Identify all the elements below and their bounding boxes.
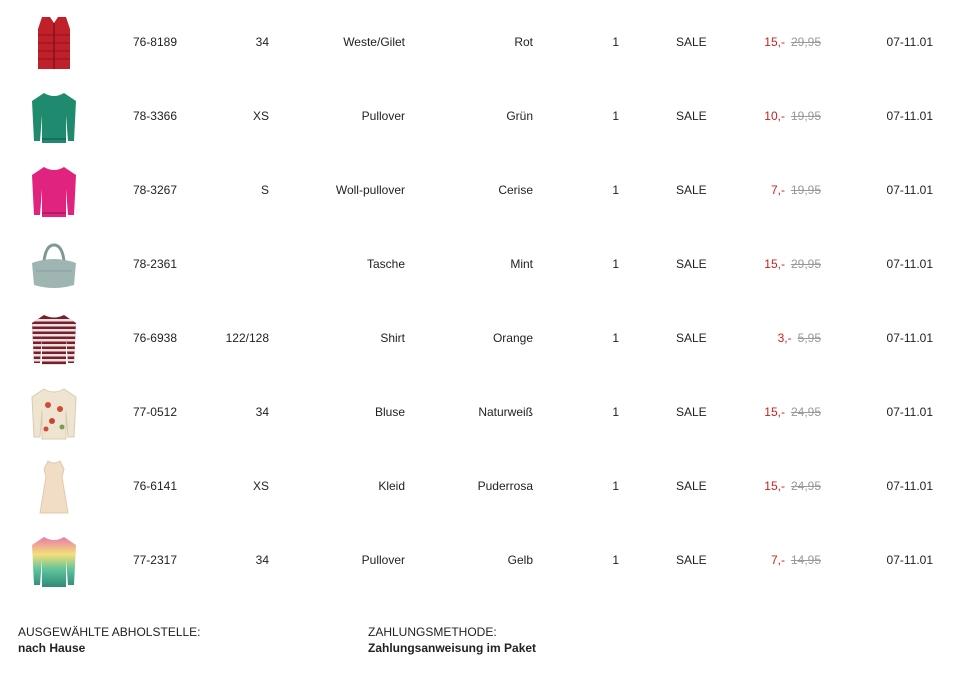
status-badge: SALE <box>676 257 707 271</box>
price <box>771 182 821 198</box>
status-badge: SALE <box>676 109 707 123</box>
status-badge: SALE <box>676 479 707 493</box>
original-price: 29,95 <box>790 35 821 49</box>
price <box>764 108 821 124</box>
table-row <box>0 524 962 598</box>
article-number: 76-6938 <box>132 331 177 345</box>
order-date: 07-11.01 <box>886 109 933 123</box>
product-color: Puderrosa <box>477 479 533 493</box>
order-date: 07-11.01 <box>886 257 933 271</box>
sale-price: 15,- <box>764 35 785 49</box>
table-row <box>0 376 962 450</box>
payment-value: Zahlungsanweisung im Paket <box>368 641 537 655</box>
price <box>771 552 821 568</box>
original-price: 5,95 <box>797 331 821 345</box>
size: 34 <box>255 553 269 567</box>
size: 122/128 <box>225 331 269 345</box>
product-color: Gelb <box>507 553 533 567</box>
article-number: 76-8189 <box>132 35 177 49</box>
table-row <box>0 6 962 80</box>
product-color: Orange <box>492 331 533 345</box>
table-row <box>0 302 962 376</box>
order-date: 07-11.01 <box>886 405 933 419</box>
article-number: 78-3267 <box>132 183 177 197</box>
pickup-value: nach Hause <box>18 641 86 655</box>
pickup-label: AUSGEWÄHLTE ABHOLSTELLE: <box>18 625 201 639</box>
pickup-section <box>18 624 201 656</box>
order-date: 07-11.01 <box>886 183 933 197</box>
product-description: Bluse <box>374 405 405 419</box>
sale-price: 15,- <box>764 405 785 419</box>
original-price: 24,95 <box>790 405 821 419</box>
order-date: 07-11.01 <box>886 331 933 345</box>
status-badge: SALE <box>676 331 707 345</box>
sale-price: 7,- <box>770 183 785 197</box>
quantity: 1 <box>612 35 619 49</box>
original-price: 14,95 <box>790 553 821 567</box>
order-date: 07-11.01 <box>886 479 933 493</box>
quantity: 1 <box>612 405 619 419</box>
original-price: 29,95 <box>790 257 821 271</box>
table-row <box>0 154 962 228</box>
product-color: Grün <box>506 109 533 123</box>
status-badge: SALE <box>676 183 707 197</box>
status-badge: SALE <box>676 553 707 567</box>
dress-icon[interactable] <box>26 457 82 517</box>
article-number: 78-2361 <box>132 257 177 271</box>
original-price: 19,95 <box>790 183 821 197</box>
quantity: 1 <box>612 183 619 197</box>
size: 34 <box>255 405 269 419</box>
product-description: Shirt <box>380 331 405 345</box>
table-row <box>0 80 962 154</box>
order-date: 07-11.01 <box>886 35 933 49</box>
sale-price: 7,- <box>770 553 785 567</box>
sweater-icon[interactable] <box>26 87 82 147</box>
size: XS <box>252 109 269 123</box>
product-color: Rot <box>514 35 533 49</box>
size: XS <box>252 479 269 493</box>
price <box>764 256 821 272</box>
status-badge: SALE <box>676 35 707 49</box>
article-number: 76-6141 <box>132 479 177 493</box>
order-date: 07-11.01 <box>886 553 933 567</box>
quantity: 1 <box>612 331 619 345</box>
product-description: Pullover <box>361 553 405 567</box>
sweater-icon[interactable] <box>26 531 82 591</box>
product-color: Cerise <box>498 183 533 197</box>
price <box>778 330 821 346</box>
price <box>764 34 821 50</box>
size: 34 <box>255 35 269 49</box>
original-price: 24,95 <box>790 479 821 493</box>
quantity: 1 <box>612 553 619 567</box>
bag-icon[interactable] <box>26 235 82 295</box>
product-description: Weste/Gilet <box>343 35 405 49</box>
table-row <box>0 228 962 302</box>
product-description: Pullover <box>361 109 405 123</box>
product-color: Mint <box>510 257 533 271</box>
status-badge: SALE <box>676 405 707 419</box>
vest-icon[interactable] <box>26 13 82 73</box>
original-price: 19,95 <box>790 109 821 123</box>
sale-price: 3,- <box>777 331 792 345</box>
article-number: 78-3366 <box>132 109 177 123</box>
sale-price: 10,- <box>764 109 785 123</box>
price <box>764 478 821 494</box>
table-row <box>0 450 962 524</box>
price <box>764 404 821 420</box>
article-number: 77-0512 <box>132 405 177 419</box>
sweater-icon[interactable] <box>26 161 82 221</box>
payment-section <box>368 624 536 656</box>
quantity: 1 <box>612 257 619 271</box>
striped-shirt-icon[interactable] <box>26 309 82 369</box>
sale-price: 15,- <box>764 257 785 271</box>
product-description: Kleid <box>378 479 405 493</box>
product-description: Tasche <box>366 257 405 271</box>
payment-label: ZAHLUNGSMETHODE: <box>368 625 497 639</box>
article-number: 77-2317 <box>132 553 177 567</box>
quantity: 1 <box>612 479 619 493</box>
blouse-icon[interactable] <box>26 383 82 443</box>
product-color: Naturweiß <box>478 405 533 419</box>
size: S <box>260 183 269 197</box>
quantity: 1 <box>612 109 619 123</box>
product-description: Woll-pullover <box>335 183 405 197</box>
sale-price: 15,- <box>764 479 785 493</box>
